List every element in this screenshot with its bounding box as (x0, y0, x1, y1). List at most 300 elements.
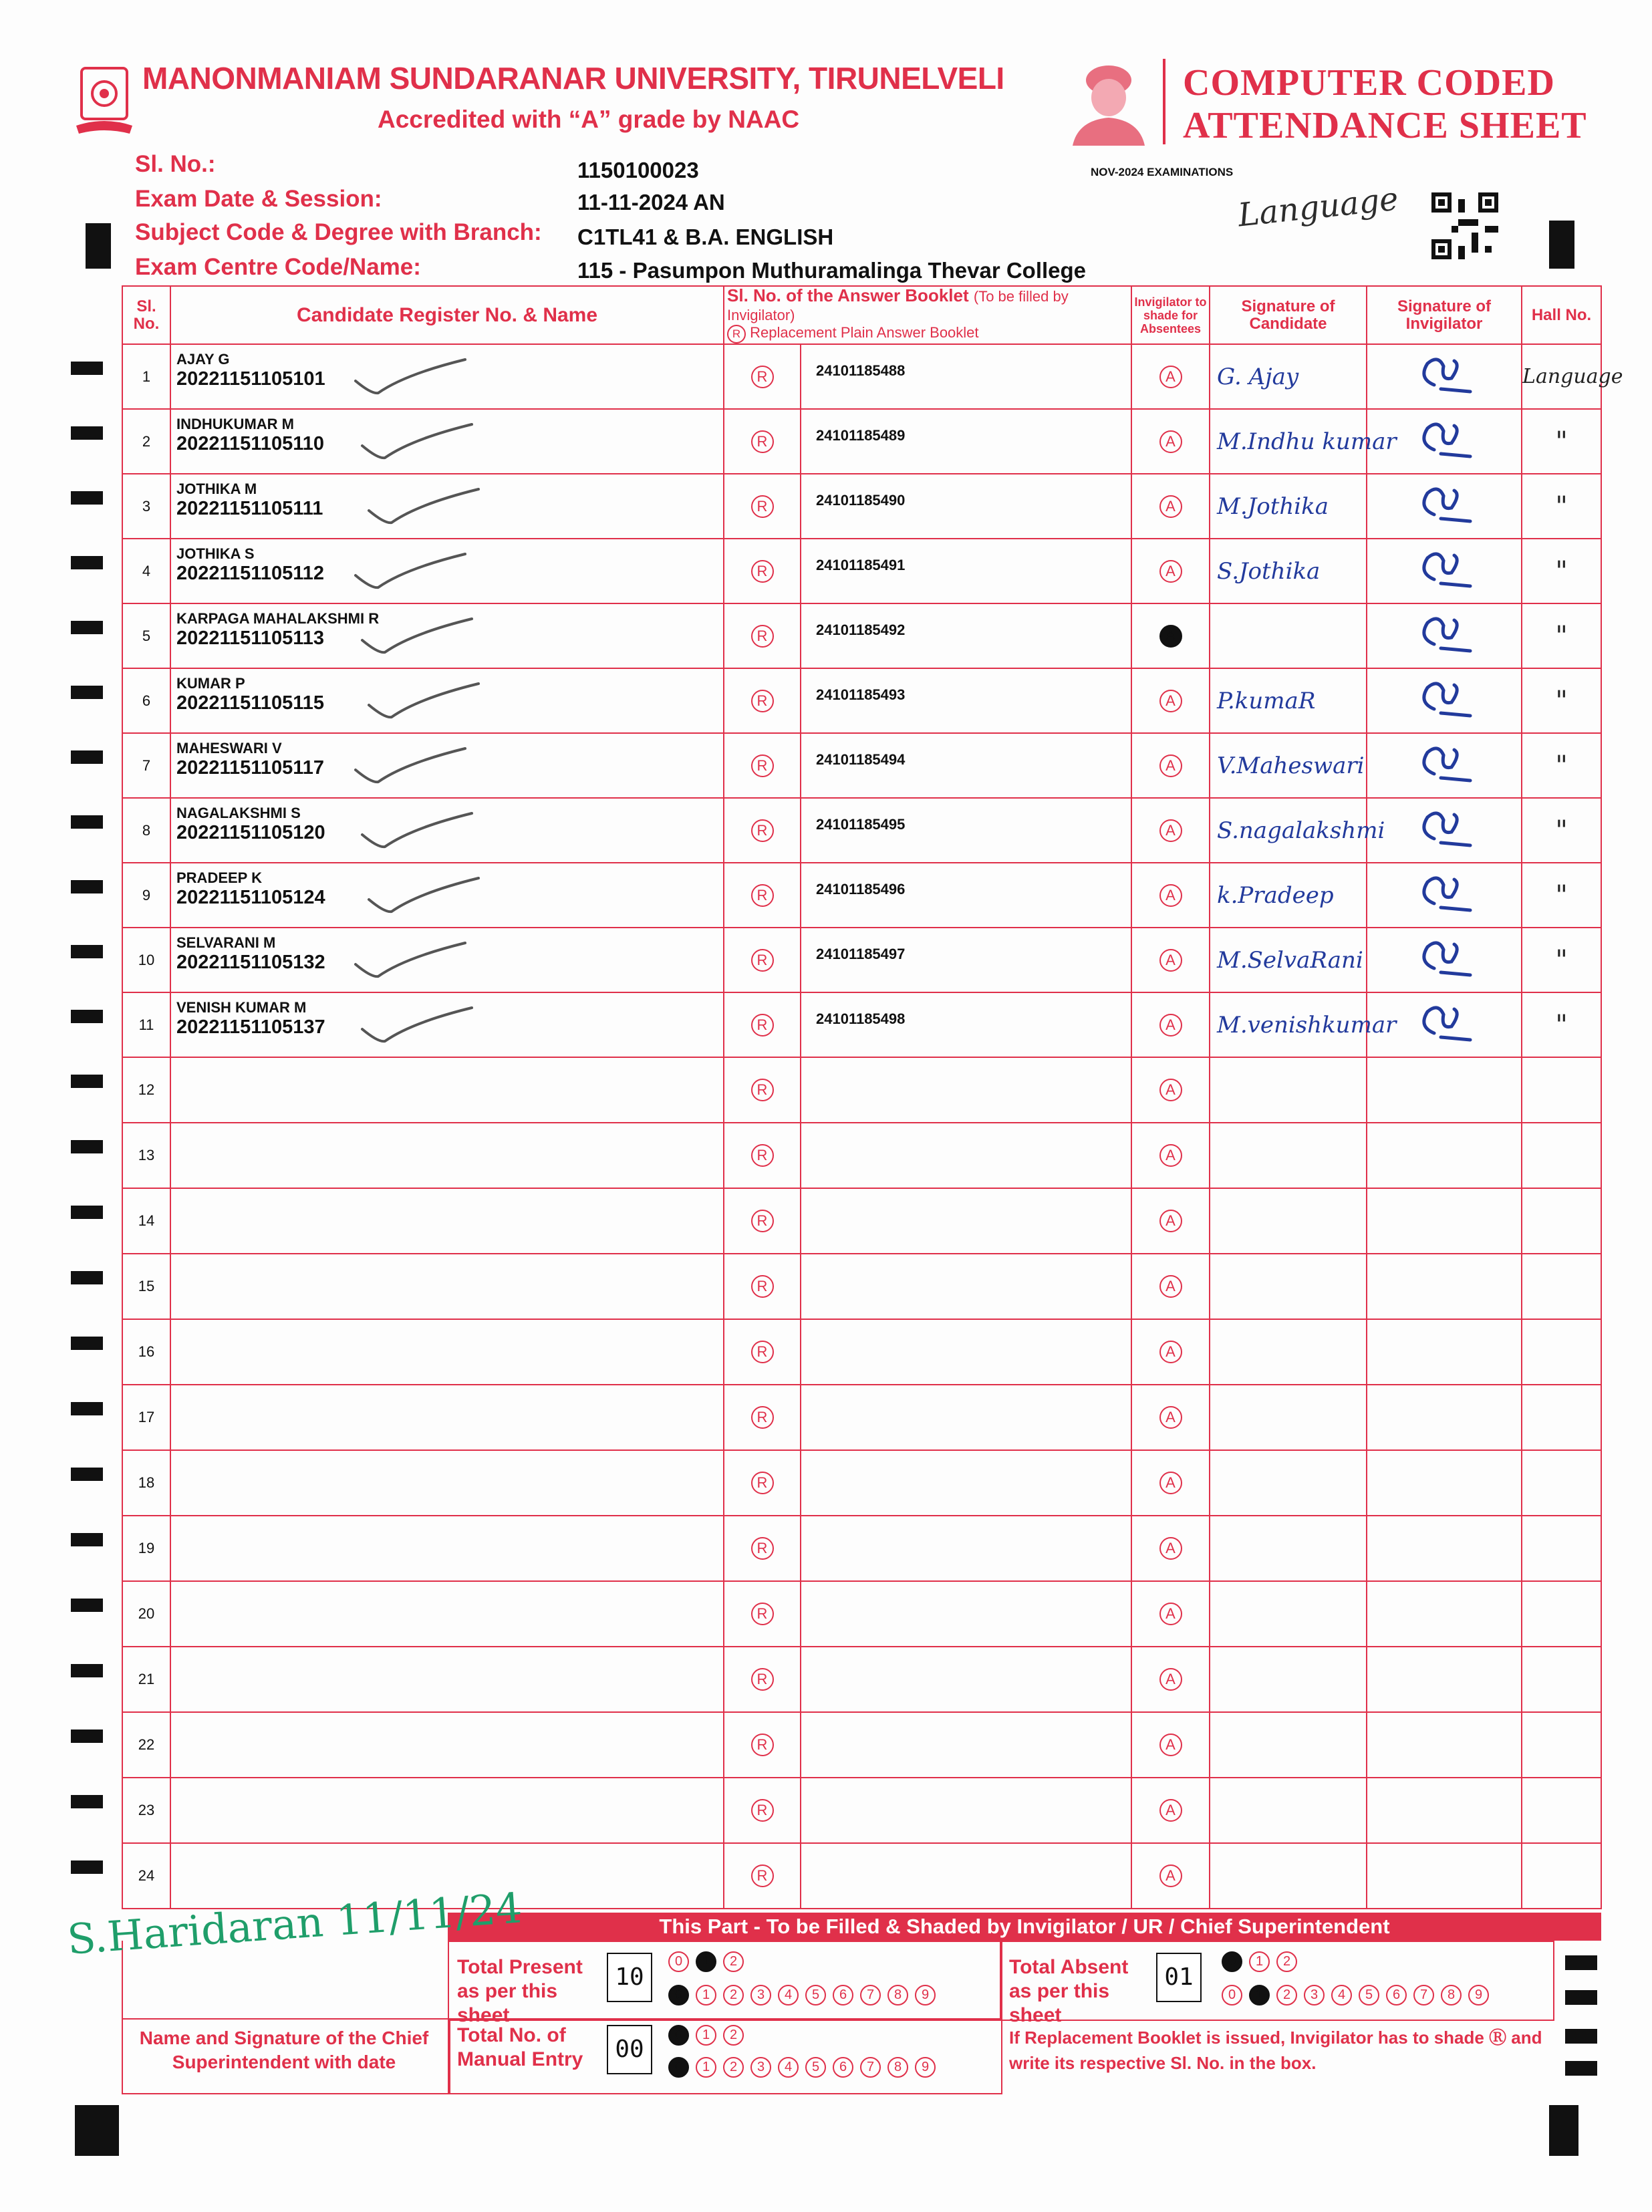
replacement-cell[interactable] (724, 1319, 801, 1385)
bubble[interactable]: 8 (1441, 1985, 1462, 2006)
absent-cell[interactable] (1131, 1581, 1210, 1647)
invigilator-signature-cell (1367, 1581, 1522, 1647)
booklet-no (801, 1254, 1131, 1319)
candidate-signature (1210, 1516, 1367, 1581)
absent-bubble[interactable]: A (1159, 1079, 1182, 1101)
candidate-register-no: 20221151105124 (176, 887, 325, 908)
absent-cell[interactable] (1131, 1319, 1210, 1385)
booklet-no: 24101185497 (801, 928, 1131, 992)
candidate-cell (170, 1188, 724, 1254)
booklet-no: 24101185490 (801, 474, 1131, 539)
invigilator-signature-cell (1367, 668, 1522, 733)
invigilator-signature-cell (1367, 863, 1522, 928)
replacement-bubble[interactable]: R (751, 819, 774, 842)
absent-cell[interactable] (1131, 1712, 1210, 1778)
replacement-bubble[interactable]: R (751, 625, 774, 648)
hall-no (1522, 1843, 1601, 1909)
bubble[interactable]: 2 (1276, 1951, 1297, 1972)
hall-no (1522, 1123, 1601, 1188)
absent-cell[interactable] (1131, 1647, 1210, 1712)
booklet-no: 24101185493 (801, 668, 1131, 733)
replacement-bubble[interactable]: R (751, 1275, 774, 1298)
candidate-register-no: 20221151105117 (176, 757, 324, 779)
bubble[interactable]: 0 (1222, 1985, 1242, 2006)
absent-bubble[interactable]: A (1159, 430, 1182, 453)
bubble[interactable]: 8 (887, 2057, 908, 2078)
row-sl: 2 (122, 409, 170, 474)
booklet-no: 24101185491 (801, 539, 1131, 603)
absent-cell[interactable] (1131, 474, 1210, 539)
replacement-cell[interactable] (724, 1516, 801, 1581)
replacement-bubble[interactable]: R (751, 949, 774, 972)
candidate-register-no: 20221151105110 (176, 433, 324, 454)
bubble[interactable]: 9 (915, 1985, 936, 2006)
timing-mark (71, 1795, 103, 1808)
absent-bubble[interactable]: A (1159, 1537, 1182, 1560)
hall-no: " (1522, 928, 1601, 992)
candidate-signature (1210, 1057, 1367, 1123)
timing-mark (71, 1337, 103, 1350)
table-row (122, 1712, 1601, 1778)
candidate-signature (1210, 1778, 1367, 1843)
replacement-bubble[interactable]: R (751, 1341, 774, 1363)
row-sl: 9 (122, 863, 170, 928)
absent-value: 01 (1156, 1953, 1202, 2002)
absent-cell[interactable] (1131, 992, 1210, 1057)
candidate-register-no: 20221151105120 (176, 822, 325, 843)
absent-cell[interactable] (1131, 603, 1210, 668)
absent-bubble[interactable]: A (1159, 949, 1182, 972)
candidate-register-no: 20221151105112 (176, 563, 324, 584)
bubble-filled[interactable]: 1 (696, 1951, 716, 1972)
absent-cell[interactable] (1131, 1385, 1210, 1450)
replacement-bubble[interactable]: R (751, 1537, 774, 1560)
timing-mark (71, 1860, 103, 1874)
bubble-filled[interactable]: 0 (668, 1985, 689, 2006)
candidate-cell (170, 1254, 724, 1319)
timing-mark (71, 880, 103, 893)
invigilator-signature-cell (1367, 733, 1522, 798)
absent-bubble[interactable]: A (1159, 1668, 1182, 1691)
absent-bubble[interactable]: A (1159, 690, 1182, 712)
absent-cell[interactable] (1131, 1843, 1210, 1909)
booklet-no: 24101185492 (801, 603, 1131, 668)
candidate-signature (1210, 1843, 1367, 1909)
table-row (122, 603, 1601, 668)
bubble[interactable]: 5 (805, 2057, 826, 2078)
row-sl: 13 (122, 1123, 170, 1188)
replacement-cell[interactable] (724, 409, 801, 474)
manual-tens-bubbles (668, 2025, 750, 2046)
absent-bubble[interactable]: A (1159, 1864, 1182, 1887)
date-value: 11-11-2024 AN (577, 190, 725, 215)
invigilator-signature-cell (1367, 1254, 1522, 1319)
candidate-name: KUMAR P (176, 675, 245, 692)
replacement-cell[interactable] (724, 928, 801, 992)
candidate-signature (1210, 1450, 1367, 1516)
replacement-bubble[interactable]: R (751, 754, 774, 777)
invigilator-signature (1414, 546, 1474, 593)
manual-value: 00 (607, 2025, 652, 2074)
absent-bubble[interactable]: A (1159, 754, 1182, 777)
invigilator-signature-cell (1367, 1123, 1522, 1188)
university-logo (72, 64, 136, 138)
bubble[interactable]: 0 (668, 1951, 689, 1972)
bubble[interactable]: 4 (778, 1985, 799, 2006)
booklet-no (801, 1843, 1131, 1909)
attendance-table (122, 285, 1623, 1909)
bubble[interactable]: 4 (1331, 1985, 1352, 2006)
candidate-cell (170, 1450, 724, 1516)
booklet-no: 24101185494 (801, 733, 1131, 798)
candidate-signature: k.Pradeep (1210, 863, 1367, 928)
exam-tag: NOV-2024 EXAMINATIONS (1091, 166, 1234, 178)
absent-cell[interactable] (1131, 733, 1210, 798)
invigilator-signature (1414, 676, 1474, 722)
candidate-signature (1210, 1581, 1367, 1647)
booklet-no (801, 1385, 1131, 1450)
timing-mark (71, 362, 103, 375)
replacement-cell[interactable] (724, 1123, 801, 1188)
absent-bubble[interactable]: A (1159, 1275, 1182, 1298)
invigilator-signature-cell (1367, 928, 1522, 992)
absent-bubble-filled[interactable]: A (1159, 625, 1182, 648)
candidate-cell (170, 344, 724, 409)
bubble[interactable]: 9 (1468, 1985, 1489, 2006)
booklet-no: 24101185498 (801, 992, 1131, 1057)
invigilator-signature-cell (1367, 1647, 1522, 1712)
timing-mark (71, 1402, 103, 1415)
hall-no (1522, 1778, 1601, 1843)
hall-no (1522, 1516, 1601, 1581)
table-row (122, 992, 1601, 1057)
timing-mark (71, 491, 103, 505)
invigilator-signature-cell (1367, 1450, 1522, 1516)
timing-mark (71, 1075, 103, 1088)
replacement-bubble[interactable]: R (751, 1799, 774, 1822)
check-mark-icon (365, 873, 485, 920)
hall-no: " (1522, 603, 1601, 668)
replacement-cell[interactable] (724, 1712, 801, 1778)
check-mark-icon (352, 743, 472, 790)
row-sl: 17 (122, 1385, 170, 1450)
absent-cell[interactable] (1131, 344, 1210, 409)
booklet-no: 24101185495 (801, 798, 1131, 863)
sheet-title: COMPUTER CODED ATTENDANCE SHEET (1183, 62, 1587, 146)
manual-label: Total No. of Manual Entry (457, 2024, 583, 2070)
table-row (122, 1778, 1601, 1843)
replacement-cell[interactable] (724, 668, 801, 733)
bubble[interactable]: 3 (750, 1985, 771, 2006)
row-sl: 1 (122, 344, 170, 409)
bubble[interactable]: 3 (750, 2057, 771, 2078)
bubble[interactable]: 2 (723, 2025, 744, 2046)
row-sl: 23 (122, 1778, 170, 1843)
absent-bubble[interactable]: A (1159, 1603, 1182, 1625)
col-absent: Invigilator to shade for Absentees (1131, 286, 1210, 344)
hall-no (1522, 1581, 1601, 1647)
bubble-filled[interactable]: 0 (668, 2025, 689, 2046)
chief-label: Name and Signature of the Chief Superintendent with date (139, 2028, 429, 2072)
col-hall: Hall No. (1522, 286, 1601, 344)
replacement-bubble[interactable]: R (751, 560, 774, 583)
replacement-cell[interactable] (724, 1450, 801, 1516)
booklet-no (801, 1712, 1131, 1778)
check-mark-icon (358, 808, 478, 855)
handwritten-language-note: Language (1236, 180, 1401, 235)
absent-bubble[interactable]: A (1159, 1799, 1182, 1822)
replacement-cell[interactable] (724, 733, 801, 798)
replacement-bubble[interactable]: R (751, 1014, 774, 1036)
bubble[interactable]: 8 (887, 1985, 908, 2006)
bubble-filled[interactable]: 1 (1249, 1985, 1270, 2006)
hall-no: " (1522, 733, 1601, 798)
absent-cell[interactable] (1131, 668, 1210, 733)
candidate-signature: V.Maheswari (1210, 733, 1367, 798)
booklet-no (801, 1581, 1131, 1647)
hall-no (1522, 1712, 1601, 1778)
hall-no: " (1522, 798, 1601, 863)
timing-mark (1565, 1990, 1597, 2005)
check-mark-icon (352, 354, 472, 401)
replacement-bubble[interactable]: R (751, 1864, 774, 1887)
candidate-cell (170, 733, 724, 798)
row-sl: 14 (122, 1188, 170, 1254)
row-sl: 22 (122, 1712, 170, 1778)
candidate-cell (170, 409, 724, 474)
bubble[interactable]: 6 (833, 1985, 853, 2006)
bubble[interactable]: 7 (1413, 1985, 1434, 2006)
replacement-cell[interactable] (724, 603, 801, 668)
replacement-bubble[interactable]: R (751, 690, 774, 712)
replacement-cell[interactable] (724, 798, 801, 863)
table-row (122, 1516, 1601, 1581)
invigilator-signature-cell (1367, 798, 1522, 863)
candidate-cell (170, 474, 724, 539)
invigilator-signature-cell (1367, 1516, 1522, 1581)
replacement-cell[interactable] (724, 1254, 801, 1319)
replacement-bubble[interactable]: R (751, 1472, 774, 1494)
candidate-signature (1210, 1319, 1367, 1385)
replacement-bubble[interactable]: R (751, 1734, 774, 1756)
booklet-no (801, 1516, 1131, 1581)
hall-no (1522, 1319, 1601, 1385)
booklet-no (801, 1123, 1131, 1188)
bubble[interactable]: 1 (696, 2025, 716, 2046)
bubble[interactable]: 9 (915, 2057, 936, 2078)
absent-cell[interactable] (1131, 863, 1210, 928)
absent-cell[interactable] (1131, 409, 1210, 474)
chief-signature: S.Haridaran 11/11/24 (65, 1883, 524, 1964)
candidate-name: AJAY G (176, 351, 230, 368)
hall-no: Language (1522, 344, 1601, 409)
replacement-cell[interactable] (724, 1843, 801, 1909)
candidate-signature: M.Jothika (1210, 474, 1367, 539)
timing-mark (71, 815, 103, 829)
invigilator-signature-cell (1367, 1843, 1522, 1909)
footer-banner: This Part - To be Filled & Shaded by Invigilator / UR / Chief Superintendent (448, 1913, 1601, 1941)
replacement-cell[interactable] (724, 344, 801, 409)
absent-bubble[interactable]: A (1159, 1406, 1182, 1429)
col-invigilator-signature: Signature of Invigilator (1367, 286, 1522, 344)
timing-mark (71, 750, 103, 764)
bubble-filled[interactable]: 0 (668, 2057, 689, 2078)
absent-cell[interactable] (1131, 928, 1210, 992)
bubble[interactable]: 1 (1249, 1951, 1270, 1972)
booklet-no: 24101185496 (801, 863, 1131, 928)
bubble[interactable]: 2 (723, 2057, 744, 2078)
hall-no: " (1522, 863, 1601, 928)
absent-cell[interactable] (1131, 1254, 1210, 1319)
table-row (122, 1385, 1601, 1450)
absent-bubble[interactable]: A (1159, 1472, 1182, 1494)
replacement-cell[interactable] (724, 1385, 801, 1450)
bubble[interactable]: 1 (696, 1985, 716, 2006)
candidate-register-no: 20221151105132 (176, 952, 325, 973)
timing-mark (75, 2105, 119, 2156)
table-row (122, 344, 1601, 409)
candidate-name: JOTHIKA M (176, 480, 257, 497)
replacement-bubble[interactable]: R (751, 1210, 774, 1232)
replacement-cell[interactable] (724, 1188, 801, 1254)
absent-bubble[interactable]: A (1159, 560, 1182, 583)
bubble[interactable]: 7 (860, 2057, 881, 2078)
accreditation: Accredited with “A” grade by NAAC (378, 106, 800, 133)
replacement-bubble[interactable]: R (751, 1668, 774, 1691)
candidate-name: INDHUKUMAR M (176, 416, 294, 432)
absent-cell[interactable] (1131, 798, 1210, 863)
founder-portrait (1066, 56, 1151, 146)
timing-mark (71, 1010, 103, 1023)
replacement-bubble[interactable]: R (751, 1406, 774, 1429)
absent-bubble[interactable]: A (1159, 1210, 1182, 1232)
replacement-cell[interactable] (724, 992, 801, 1057)
check-mark-icon (365, 484, 485, 531)
absent-bubble[interactable]: A (1159, 1144, 1182, 1167)
bubble[interactable]: 2 (723, 1985, 744, 2006)
present-units-bubbles (668, 1985, 942, 2006)
table-row (122, 733, 1601, 798)
bubble[interactable]: 7 (860, 1985, 881, 2006)
invigilator-signature (1414, 352, 1474, 398)
candidate-signature: M.venishkumar (1210, 992, 1367, 1057)
bubble[interactable]: 2 (1276, 1985, 1297, 2006)
hall-no (1522, 1450, 1601, 1516)
invigilator-signature (1414, 416, 1474, 463)
replacement-bubble[interactable]: R (751, 366, 774, 388)
replacement-bubble[interactable]: R (751, 1603, 774, 1625)
candidate-cell (170, 1647, 724, 1712)
replacement-cell[interactable] (724, 539, 801, 603)
absent-bubble[interactable]: A (1159, 819, 1182, 842)
invigilator-signature-cell (1367, 474, 1522, 539)
absent-bubble[interactable]: A (1159, 495, 1182, 518)
absent-cell[interactable] (1131, 539, 1210, 603)
row-sl: 20 (122, 1581, 170, 1647)
bubble[interactable]: 3 (1304, 1985, 1325, 2006)
row-sl: 15 (122, 1254, 170, 1319)
absent-bubble[interactable]: A (1159, 1014, 1182, 1036)
absent-label: Total Absent as per this sheet (1009, 1956, 1129, 2026)
qr-code (1431, 191, 1498, 261)
replacement-bubble[interactable]: R (751, 884, 774, 907)
timing-mark (71, 1468, 103, 1481)
table-row (122, 1450, 1601, 1516)
candidate-cell (170, 1123, 724, 1188)
subject-value: C1TL41 & B.A. ENGLISH (577, 225, 834, 249)
bubble[interactable]: 6 (1386, 1985, 1407, 2006)
candidate-name: MAHESWARI V (176, 740, 282, 756)
invigilator-signature-cell (1367, 1188, 1522, 1254)
replacement-cell[interactable] (724, 1647, 801, 1712)
centre-label: Exam Centre Code/Name: (135, 254, 421, 280)
col-sl: Sl. No. (122, 286, 170, 344)
bubble-filled[interactable]: 0 (1222, 1951, 1242, 1972)
bubble[interactable]: 4 (778, 2057, 799, 2078)
absent-bubble[interactable]: A (1159, 1341, 1182, 1363)
col-candidate-signature: Signature of Candidate (1210, 286, 1367, 344)
bubble[interactable]: 6 (833, 2057, 853, 2078)
hall-no (1522, 1385, 1601, 1450)
bubble[interactable]: 5 (1359, 1985, 1379, 2006)
booklet-no (801, 1647, 1131, 1712)
replacement-bubble[interactable]: R (751, 1144, 774, 1167)
absent-cell[interactable] (1131, 1057, 1210, 1123)
timing-mark (71, 1140, 103, 1153)
replacement-icon: R (727, 325, 746, 343)
absent-cell[interactable] (1131, 1516, 1210, 1581)
replacement-bubble[interactable]: R (751, 495, 774, 518)
row-sl: 21 (122, 1647, 170, 1712)
hall-no: " (1522, 668, 1601, 733)
invigilator-signature-cell (1367, 603, 1522, 668)
row-sl: 19 (122, 1516, 170, 1581)
absent-bubble[interactable]: A (1159, 884, 1182, 907)
invigilator-signature-cell (1367, 1057, 1522, 1123)
absent-bubble[interactable]: A (1159, 1734, 1182, 1756)
absent-bubble[interactable]: A (1159, 366, 1182, 388)
replacement-bubble[interactable]: R (751, 1079, 774, 1101)
col-candidate: Candidate Register No. & Name (170, 286, 724, 344)
absent-cell[interactable] (1131, 1450, 1210, 1516)
timing-mark (71, 945, 103, 958)
hall-no (1522, 1647, 1601, 1712)
table-row (122, 1647, 1601, 1712)
candidate-cell (170, 1581, 724, 1647)
absent-cell[interactable] (1131, 1778, 1210, 1843)
replacement-cell[interactable] (724, 1057, 801, 1123)
table-row (122, 1254, 1601, 1319)
candidate-signature: P.kumaR (1210, 668, 1367, 733)
absent-cell[interactable] (1131, 1188, 1210, 1254)
absent-cell[interactable] (1131, 1123, 1210, 1188)
replacement-cell[interactable] (724, 474, 801, 539)
replacement-cell[interactable] (724, 1778, 801, 1843)
replacement-cell[interactable] (724, 863, 801, 928)
bubble[interactable]: 1 (696, 2057, 716, 2078)
bubble[interactable]: 2 (723, 1951, 744, 1972)
candidate-signature (1210, 1188, 1367, 1254)
date-label: Exam Date & Session: (135, 186, 382, 212)
candidate-signature: S.Jothika (1210, 539, 1367, 603)
replacement-bubble[interactable]: R (751, 430, 774, 453)
bubble[interactable]: 5 (805, 1985, 826, 2006)
invigilator-signature-cell (1367, 344, 1522, 409)
row-sl: 18 (122, 1450, 170, 1516)
timing-mark (71, 621, 103, 634)
table-row (122, 1057, 1601, 1123)
replacement-cell[interactable] (724, 1581, 801, 1647)
